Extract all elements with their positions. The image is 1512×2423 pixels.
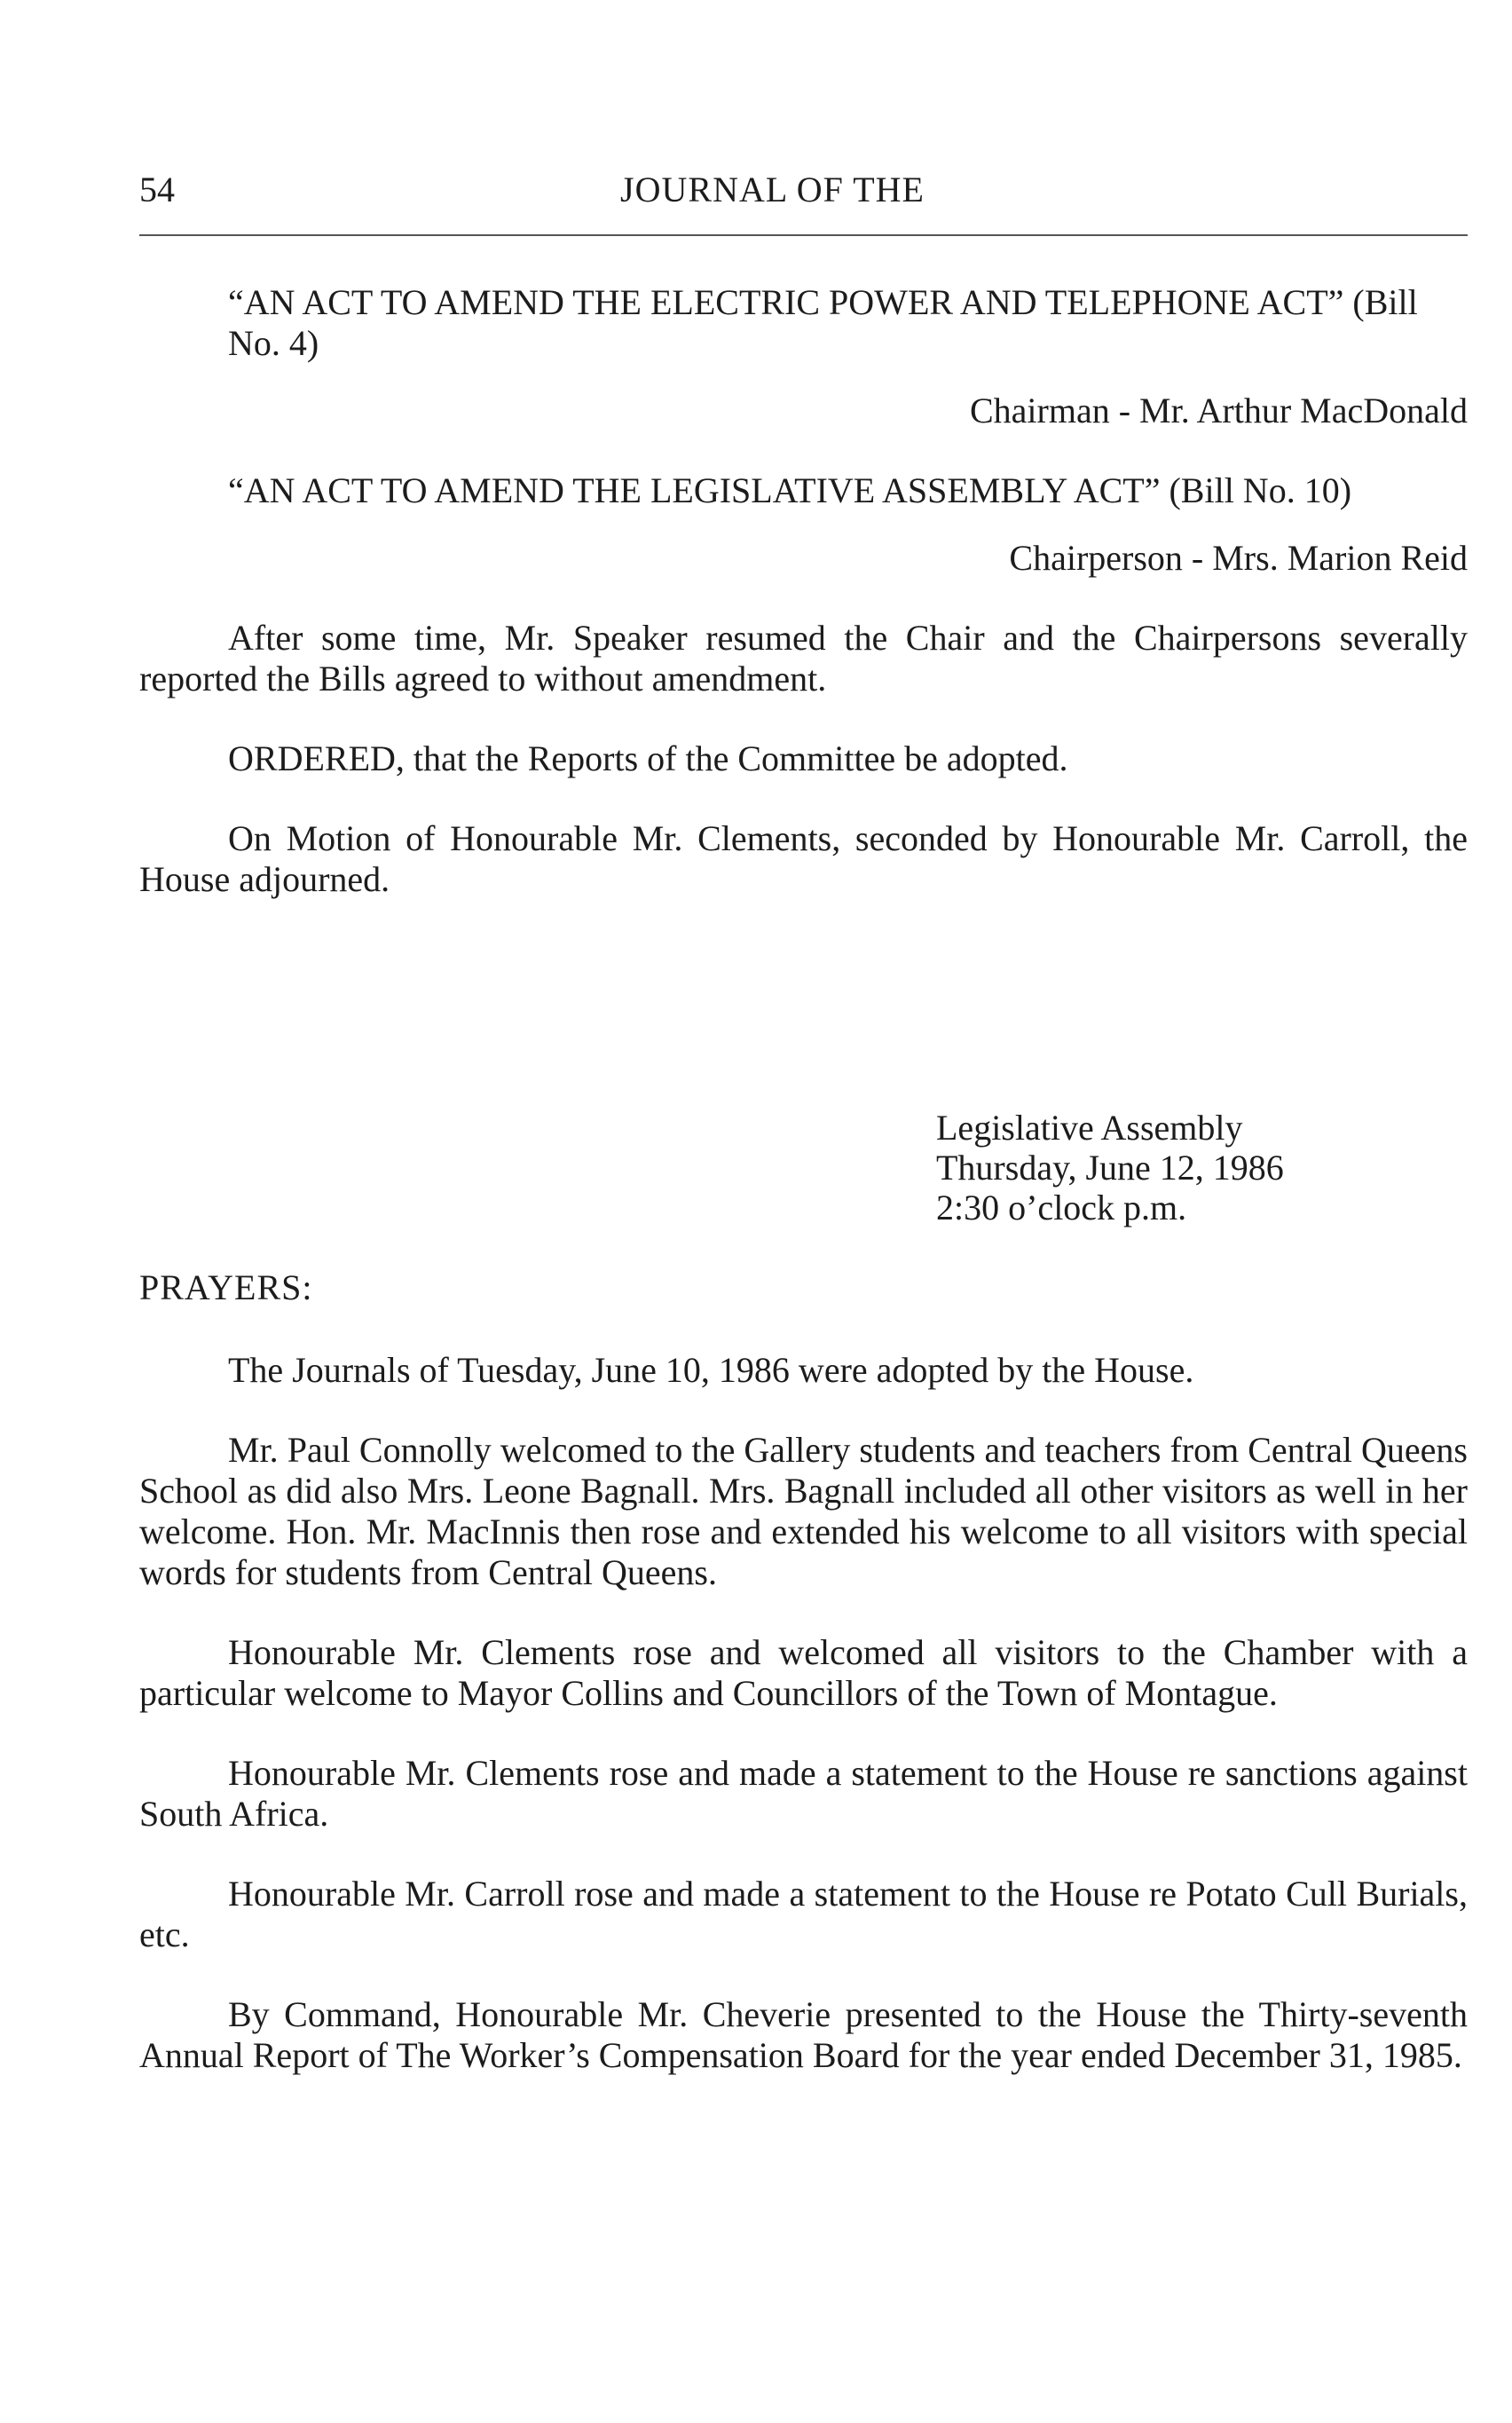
paragraph: The Journals of Tuesday, June 10, 1986 were adopted by the House. <box>228 1350 1194 1390</box>
sitting-date: Thursday, June 12, 1986 <box>936 1148 1284 1188</box>
sitting-time: 2:30 o’clock p.m. <box>936 1188 1187 1227</box>
sitting-heading <box>936 1108 1284 1227</box>
bill-title: “AN ACT TO AMEND THE LEGISLATIVE ASSEMBLY ACT” (Bill No. 10) <box>228 470 1352 510</box>
sitting-place: Legislative Assembly <box>936 1108 1243 1148</box>
paragraph: By Command, Honourable Mr. Cheverie presented to the House the Thirty-seventh Annual Report of The Worker’s Compensation Board for the year ended December 31, 1985. <box>139 1994 1468 2075</box>
paragraph: After some time, Mr. Speaker resumed the Chair and the Chairpersons severally reported the Bills agreed to without amendment. <box>139 618 1468 698</box>
paragraph: Honourable Mr. Clements rose and made a statement to the House re sanctions against South Africa. <box>139 1753 1468 1834</box>
paragraph: Honourable Mr. Clements rose and welcomed all visitors to the Chamber with a particular welcome to Mayor Collins and Councillors of the Town of Montague. <box>139 1632 1468 1713</box>
bill-chair: Chairperson - Mrs. Marion Reid <box>1009 538 1468 578</box>
committee-section <box>139 282 1468 900</box>
bill-chair: Chairman - Mr. Arthur MacDonald <box>970 391 1468 430</box>
header-rule <box>139 234 1468 236</box>
proceedings-section <box>139 1350 1468 2076</box>
paragraph: On Motion of Honourable Mr. Clements, seconded by Honourable Mr. Carroll, the House adjourned. <box>139 818 1468 899</box>
running-head: JOURNAL OF THE <box>620 170 925 209</box>
paragraph: Mr. Paul Connolly welcomed to the Gallery students and teachers from Central Queens School as did also Mrs. Leone Bagnall. Mrs. Bagnall included all other visitors as well in her welcome. Hon. Mr. MacInnis then rose and extended his welcome to all visitors with special words for students from Central Queens. <box>139 1430 1468 1592</box>
paragraph: Honourable Mr. Carroll rose and made a statement to the House re Potato Cull Burials, etc. <box>139 1874 1468 1954</box>
prayers-heading: PRAYERS: <box>139 1267 313 1307</box>
paragraph: ORDERED, that the Reports of the Committee be adopted. <box>228 738 1068 778</box>
page-header <box>139 163 1468 217</box>
bill-title: “AN ACT TO AMEND THE ELECTRIC POWER AND TELEPHONE ACT” (Bill No. 4) <box>228 282 1418 363</box>
page-number: 54 <box>139 170 175 209</box>
